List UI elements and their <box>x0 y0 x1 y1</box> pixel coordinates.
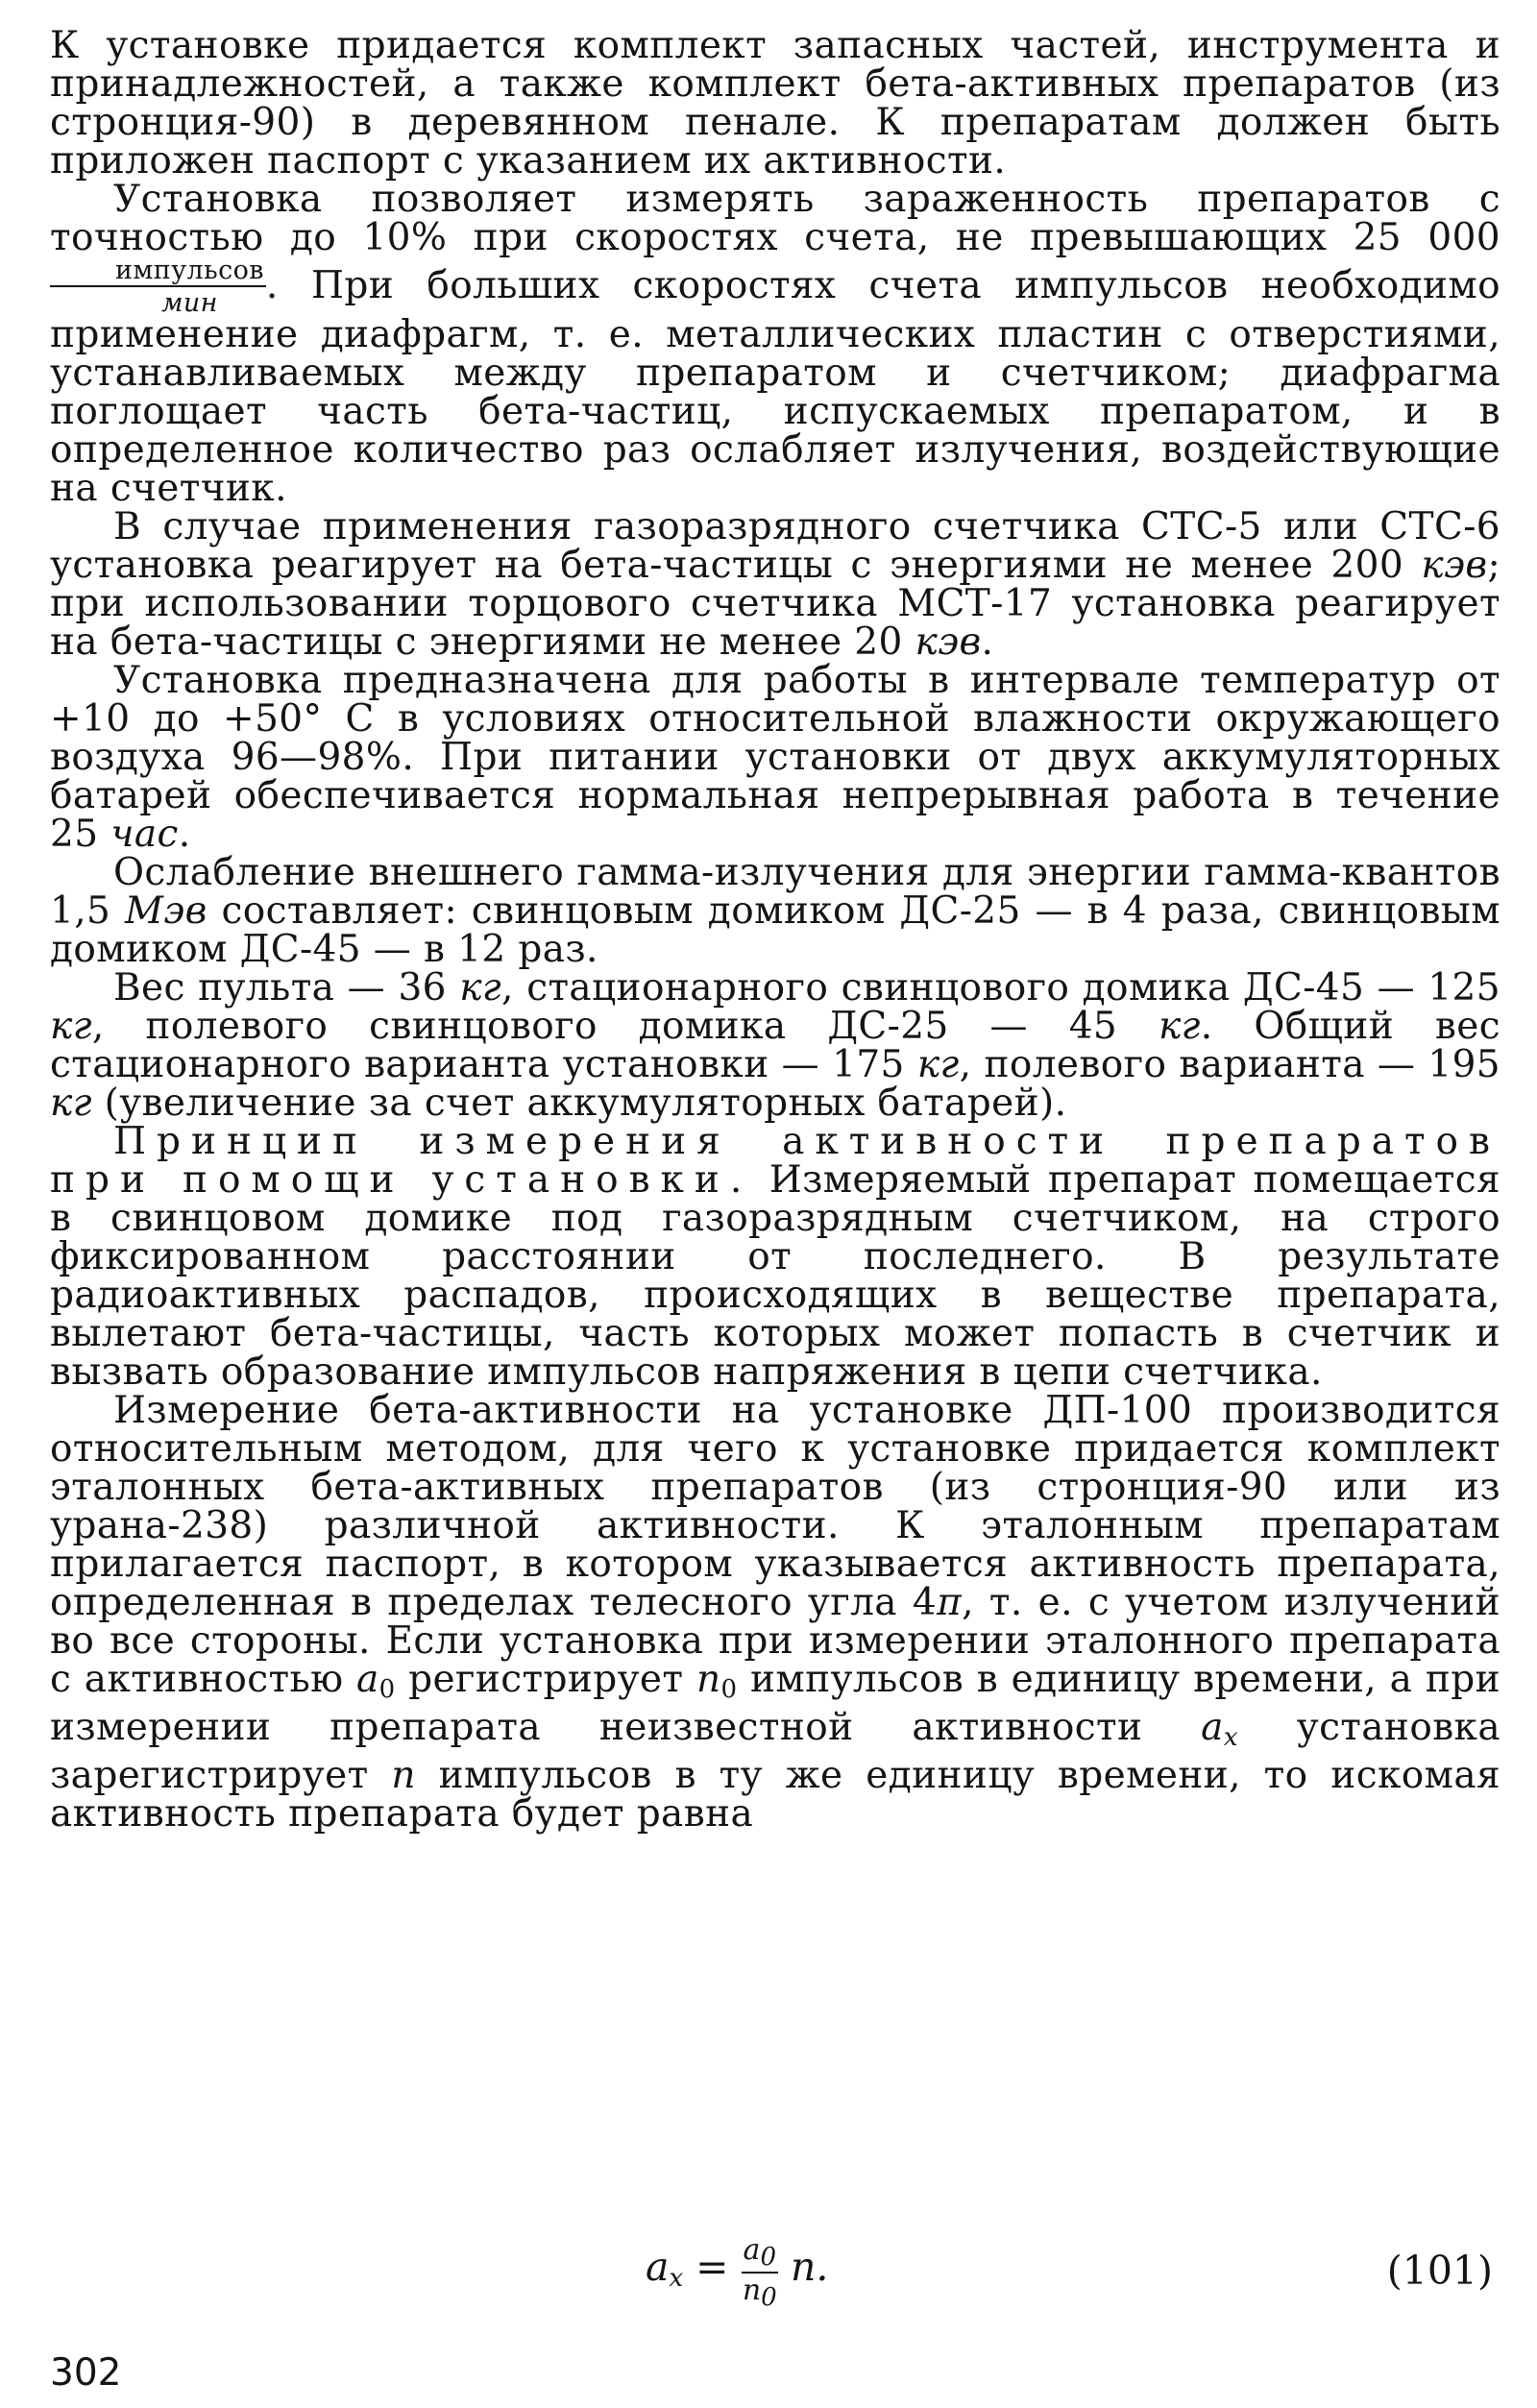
subscript: 0 <box>760 2243 776 2272</box>
equation-number: (101) <box>1386 2248 1493 2294</box>
unit-kev: кэв <box>915 620 982 664</box>
page-number: 302 <box>50 2351 122 2395</box>
paragraph-gamma-attenuation <box>50 851 1500 971</box>
formula-symbol: a <box>743 2233 761 2267</box>
paragraph-text: составляет: свинцовым домиком ДС-25 — в 4 раза, свинцовым домиком ДС-45 — в 12 раз. <box>50 889 1500 971</box>
symbol-n: n <box>391 1754 416 1797</box>
subscript: 0 <box>378 1675 396 1704</box>
paragraph-text: . Общий вес стационарного варианта установки — 175 <box>50 1005 1500 1086</box>
paragraph-text: установка зарегистрирует <box>50 1706 1500 1797</box>
paragraph-weights <box>50 966 1501 1125</box>
equation-101 <box>50 2228 1500 2334</box>
paragraph-text: Вес пульта — 36 <box>113 966 460 1009</box>
unit-kg: кг <box>50 1082 92 1125</box>
paragraph-text: , т. е. с учетом излучений во все стороны. Если установка при измерении эталонного препарата с активностью <box>50 1581 1500 1701</box>
paragraph-text: ; при использовании торцового счетчика МСТ-17 установка реагирует на бета-частицы с энергиями не менее 20 <box>50 544 1500 664</box>
paragraph-text: Измерение бета-активности на установке ДП-100 производится относительным методом, для чего к установке придается комплект эталонных бета-активных препаратов (из стронция-90 или из урана-238) различной активности. К эталонным препаратам прилагается паспорт, в котором указывается активность препарата, определенная в пределах телесного угла 4 <box>50 1389 1500 1624</box>
paragraph-text: , полевого варианта — 195 <box>959 1043 1501 1086</box>
formula-symbol: n <box>742 2274 762 2307</box>
body-text <box>50 24 1501 1836</box>
paragraph-text: . <box>981 620 994 664</box>
equals-sign: = <box>683 2244 742 2290</box>
subscript: 0 <box>720 1675 738 1704</box>
paragraph-text: регистрирует <box>395 1658 696 1701</box>
subscript: x <box>669 2264 684 2293</box>
unit-kg: кг <box>50 1005 92 1048</box>
formula <box>646 2233 829 2312</box>
formula-fraction <box>742 2233 778 2312</box>
paragraph-text: К установке придается комплект запасных частей, инструмента и принадлежностей, а также комплект бета-активных препаратов (из стронция-90) в деревянном пенале. К препаратам должен быть приложен паспорт с указанием их активности. <box>50 24 1500 182</box>
paragraph-text: Установка позволяет измерять зараженность препаратов с точностью до 10% при скоростях счета, не превышающих 25 000 <box>50 178 1500 259</box>
book-page <box>50 0 1500 2408</box>
paragraph-text: . <box>178 813 191 856</box>
unit-mev: Мэв <box>125 889 207 933</box>
unit-kg: кг <box>1158 1005 1201 1048</box>
paragraph-text: Измеряемый препарат помещается в свинцовом домике под газоразрядным счетчиком, на строго фиксированном расстоянии от последнего. В результате радиоактивных распадов, происходящих в веществе препарата, вылетают бета-частицы, часть которых может попасть в счетчик и вызвать образование импульсов напряжения в цепи счетчика. <box>50 1158 1500 1394</box>
paragraph-measurement-principle <box>50 1120 1500 1394</box>
paragraph-accuracy <box>50 178 1500 510</box>
paragraph-text: Установка предназначена для работы в интервале температур от +10 до +50° С в условиях относительной влажности окружающего воздуха 96—98%. При питании установки от двух аккумуляторных батарей обеспечивается нормальная непрерывная работа в течение 25 <box>50 659 1500 856</box>
symbol-pi: π <box>937 1581 963 1624</box>
fraction-denominator: мин <box>161 288 218 318</box>
section-heading-spaced: Принцип измерения активности препаратов при помощи установки. <box>50 1120 1500 1202</box>
subscript: x <box>1223 1723 1238 1752</box>
paragraph-text: импульсов в ту же единицу времени, то искомая активность препарата будет равна <box>50 1754 1500 1836</box>
paragraph-counters <box>50 505 1500 664</box>
paragraph-spare-parts <box>50 24 1500 182</box>
paragraph-text: (увеличение за счет аккумуляторных батарей). <box>91 1082 1067 1125</box>
unit-hours: час <box>110 813 179 856</box>
unit-kg: кг <box>459 966 502 1009</box>
subscript: 0 <box>761 2283 777 2312</box>
formula-lhs: a <box>646 2244 670 2290</box>
paragraph-text: . При больших скоростях счета импульсов необходимо применение диафрагм, т. е. металлических пластин с отверстиями, устанавливаемых между препаратом и счетчиком; диафрагма поглощает часть бета-частиц, испускаемых препаратом, и в определенное количество раз ослабляет излучения, воздействующие на счетчик. <box>50 264 1500 510</box>
symbol-n0: n <box>695 1658 721 1701</box>
fraction-numerator <box>742 2233 778 2274</box>
paragraph-relative-method <box>50 1389 1501 1836</box>
fraction-denominator <box>742 2274 778 2310</box>
count-rate-unit-fraction <box>50 257 266 316</box>
paragraph-text: В случае применения газоразрядного счетчика СТС-5 или СТС-6 установка реагирует на бета-частицы с энергиями не менее 200 <box>50 505 1500 587</box>
paragraph-text: Ослабление внешнего гамма-излучения для энергии гамма-квантов 1,5 <box>50 851 1500 933</box>
unit-kg: кг <box>916 1043 960 1086</box>
symbol-ax: a <box>1201 1706 1224 1749</box>
paragraph-text: импульсов в единицу времени, а при измерении препарата неизвестной активности <box>50 1658 1501 1749</box>
formula-rhs: n. <box>777 2244 829 2290</box>
symbol-a0: a <box>356 1658 379 1701</box>
paragraph-text: , стационарного свинцового домика ДС-45 — 125 <box>501 966 1500 1009</box>
fraction-numerator: импульсов <box>50 257 266 287</box>
paragraph-text: , полевого свинцового домика ДС-25 — 45 <box>91 1005 1159 1048</box>
paragraph-temperature <box>50 659 1500 856</box>
unit-kev: кэв <box>1421 544 1488 587</box>
